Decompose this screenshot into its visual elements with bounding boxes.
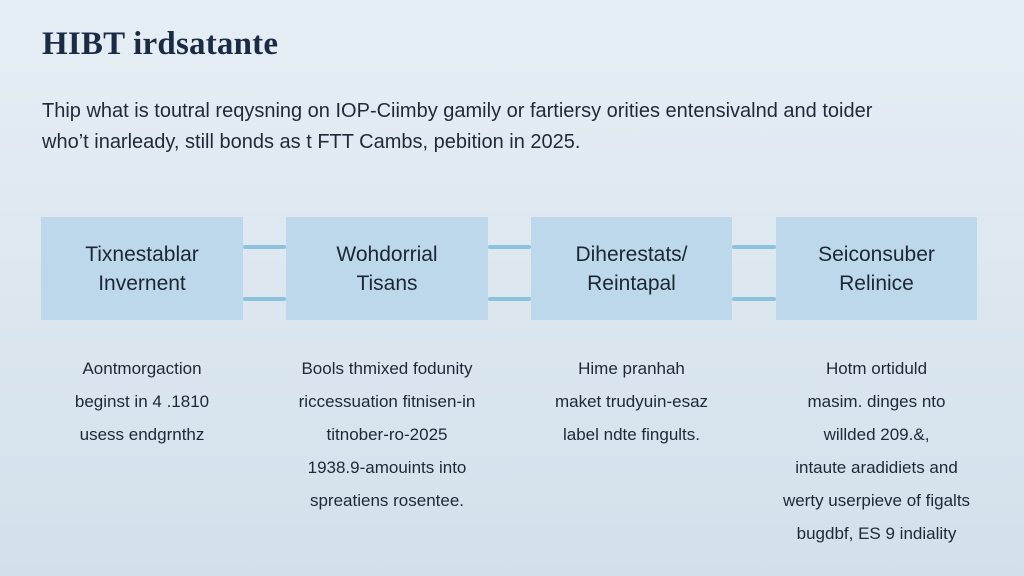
step-description-1 — [41, 352, 243, 451]
step-title-line: Tixnestablar — [85, 242, 199, 266]
description-line: bugdbf, ES 9 indiality — [796, 524, 957, 543]
step-title-line: Invernent — [98, 271, 186, 295]
description-line: masim. dinges nto — [807, 392, 946, 411]
connector-line-2-3-bottom — [488, 297, 531, 301]
description-line: usess endgrnthz — [79, 425, 205, 444]
connector-line-1-2-top — [243, 245, 286, 249]
connector-line-3-4-bottom — [732, 297, 776, 301]
intro-line: who’t inarleady, still bonds as t FTT Cambs, pebition in 2025. — [42, 131, 581, 153]
step-box-1 — [41, 217, 243, 320]
description-line: Bools thmixed fodunity — [301, 359, 473, 378]
step-box-4 — [776, 217, 977, 320]
step-title-line: Seiconsuber — [818, 242, 935, 266]
intro-line: Thip what is toutral reqysning on IOP-Ciimby gamily or fartiersy orities entensivalnd and toider — [42, 100, 873, 122]
connector-line-1-2-bottom — [243, 297, 286, 301]
description-line: riccessuation fitnisen-in — [298, 392, 476, 411]
step-description-3 — [521, 352, 742, 451]
intro-paragraph — [42, 96, 992, 158]
connector-line-3-4-top — [732, 245, 776, 249]
description-line: Hime pranhah — [578, 359, 685, 378]
description-line: willded 209.&, — [823, 425, 930, 444]
step-title-line: Reintapal — [587, 271, 676, 295]
step-title-line: Tisans — [356, 271, 418, 295]
step-box-2 — [286, 217, 488, 320]
step-description-4 — [766, 352, 987, 550]
description-line: maket trudyuin-esaz — [554, 392, 709, 411]
description-line: label ndte fingults. — [562, 425, 701, 444]
description-line: beginst in 4 .1810 — [74, 392, 210, 411]
step-description-2 — [276, 352, 498, 517]
step-title-line: Wohdorrial — [336, 242, 438, 266]
page-title: HIBT irdsatante — [42, 26, 279, 62]
description-line: spreatiens rosentee. — [309, 491, 465, 510]
description-line: titnober-ro-2025 — [326, 425, 448, 444]
step-title-line: Relinice — [839, 271, 914, 295]
step-box-3 — [531, 217, 732, 320]
step-title-line: Diherestats/ — [575, 242, 688, 266]
description-line: Aontmorgaction — [82, 359, 202, 378]
description-line: Hotm ortiduld — [825, 359, 928, 378]
connector-line-2-3-top — [488, 245, 531, 249]
description-line: werty userpieve of figalts — [782, 491, 971, 510]
description-line: 1938.9-amouints into — [307, 458, 467, 477]
description-line: intaute aradidiets and — [795, 458, 958, 477]
